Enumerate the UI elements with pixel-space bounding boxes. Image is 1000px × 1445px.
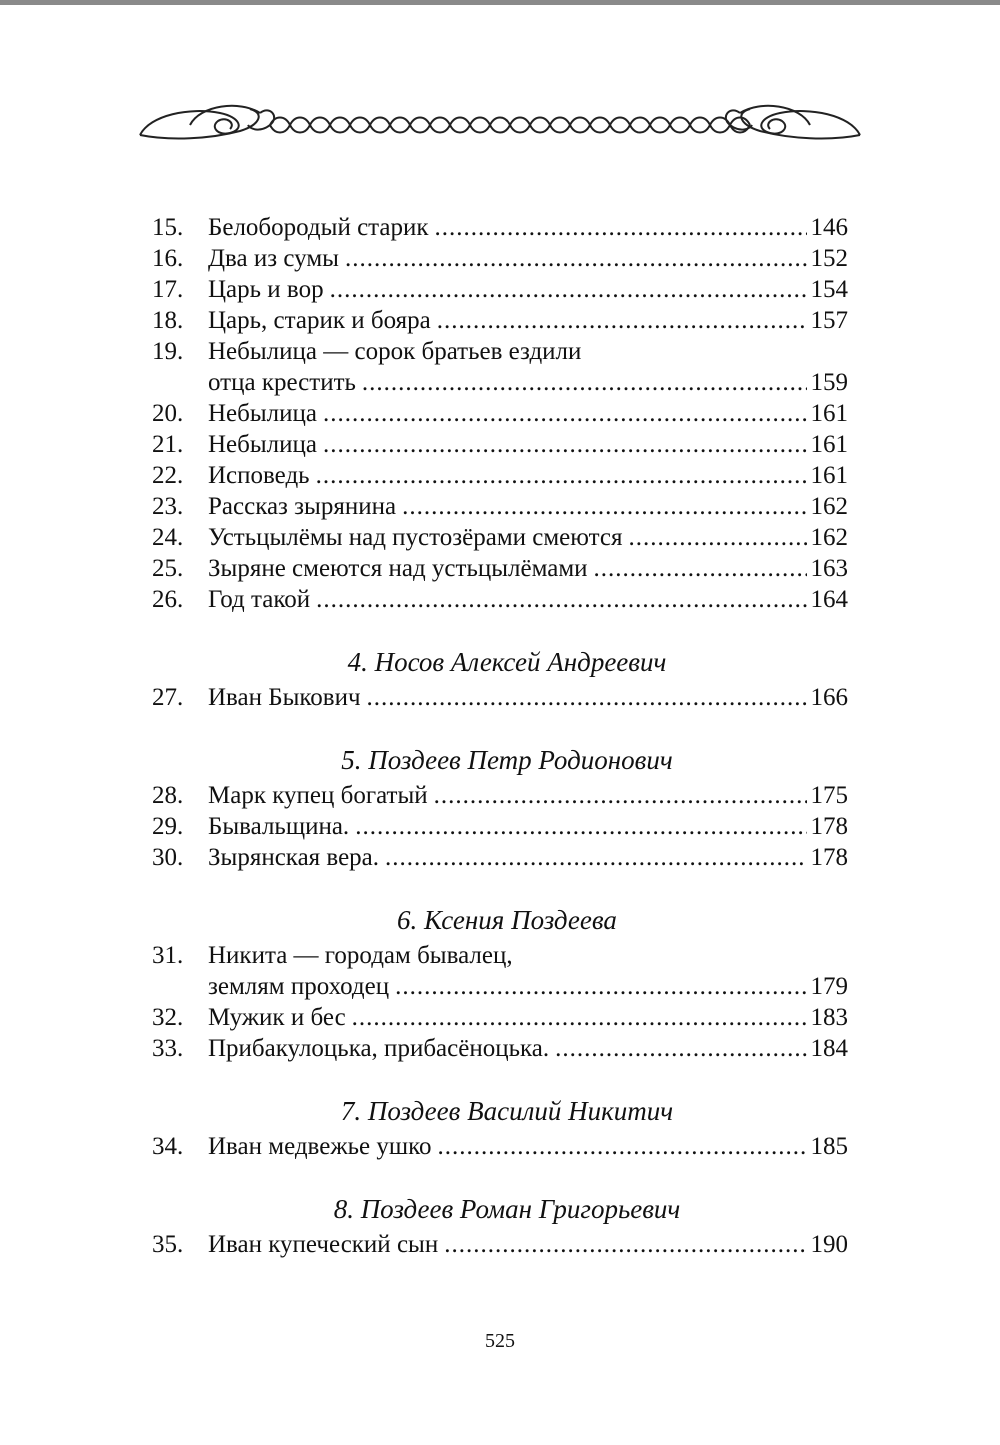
entry-page: 161 [810,462,848,489]
entry-title: Мужик и бес [208,1004,346,1031]
entry-title: Царь и вор [208,276,324,303]
entry-page: 146 [810,214,848,241]
dot-leader [402,491,806,522]
entry-page: 166 [810,684,848,711]
entry-page: 190 [810,1231,848,1258]
entry-title: Небылица — сорок братьев ездили [208,338,582,365]
entry-title-continued: землям проходец [208,973,390,1000]
entry-title: Бывальщина. [208,813,350,840]
entry-number: 17. [152,276,184,303]
entry-page: 163 [810,555,848,582]
entry-number: 29. [152,813,184,840]
dot-leader [435,212,807,243]
entry-title: Зыряне смеются над устьцылёмами [208,555,588,582]
entry-number: 33. [152,1035,184,1062]
dot-leader [330,274,807,305]
top-border [0,0,1000,5]
dot-leader [385,842,806,873]
dot-leader [362,367,807,398]
dot-leader [437,305,807,336]
entry-title: Зырянская вера. [208,844,380,871]
entry-number: 19. [152,338,184,365]
dot-leader [594,553,807,584]
section-heading: 5. Поздеев Петр Родионович [341,745,673,775]
entry-page: 183 [810,1004,848,1031]
toc-entry [152,1131,848,1162]
toc-entry [152,398,848,429]
entry-number: 31. [152,942,184,969]
entry-number: 27. [152,684,184,711]
entry-page: 178 [810,844,848,871]
entry-title: Иван Быкович [208,684,361,711]
entry-number: 22. [152,462,184,489]
entry-number: 20. [152,400,184,427]
entry-number: 15. [152,214,184,241]
toc-entry [152,682,848,713]
toc-entry [152,1033,848,1064]
dot-leader [395,971,806,1002]
entry-title: Рассказ зырянина [208,493,397,520]
toc-entry [152,811,848,842]
section-heading: 6. Ксения Поздеева [397,905,617,935]
entry-number: 34. [152,1133,184,1160]
entry-title: Прибакулоцька, прибасёноцька. [208,1035,550,1062]
dot-leader [316,584,806,615]
toc-entry [152,336,848,367]
toc-entry [152,780,848,811]
entry-page: 179 [810,973,848,1000]
toc-entry [152,522,848,553]
entry-title: Устьцылёмы над пустозёрами смеются [208,524,623,551]
dot-leader [628,522,806,553]
entry-title-continued: отца крестить [208,369,356,396]
toc-entry [152,553,848,584]
toc-entry [152,1229,848,1260]
dot-leader [316,460,807,491]
entry-title: Царь, старик и бояра [208,307,431,334]
entry-number: 25. [152,555,184,582]
entry-page: 159 [810,369,848,396]
entry-page: 154 [810,276,848,303]
dot-leader [323,398,807,429]
toc-entry [152,274,848,305]
entry-number: 18. [152,307,184,334]
toc-entry [152,491,848,522]
entry-title: Год такой [208,586,311,613]
entry-title: Небылица [208,431,317,458]
dot-leader [434,780,807,811]
entry-page: 157 [810,307,848,334]
entry-title: Белобородый старик [208,214,429,241]
entry-page: 162 [810,524,848,551]
toc-entry [152,1002,848,1033]
toc-entry [152,460,848,491]
entry-title: Марк купец богатый [208,782,428,809]
toc-entry [152,429,848,460]
entry-number: 26. [152,586,184,613]
entry-number: 16. [152,245,184,272]
dot-leader [345,243,807,274]
dot-leader [437,1131,806,1162]
toc-entry [152,584,848,615]
entry-number: 24. [152,524,184,551]
entry-number: 32. [152,1004,184,1031]
entry-page: 185 [810,1133,848,1160]
dot-leader [323,429,807,460]
section-heading: 7. Поздеев Василий Никитич [340,1096,674,1126]
section-heading: 4. Носов Алексей Андреевич [347,647,667,677]
entry-page: 152 [810,245,848,272]
toc-entry [152,212,848,243]
entry-page: 161 [810,400,848,427]
dot-leader [367,682,807,713]
entry-page: 161 [810,431,848,458]
dot-leader [352,1002,807,1033]
entry-title: Иван купеческий сын [208,1231,439,1258]
toc-entry-continuation [152,971,848,1002]
toc-entry [152,305,848,336]
dot-leader [444,1229,806,1260]
entry-title: Никита — городам бывалец, [208,942,513,969]
entry-page: 162 [810,493,848,520]
table-of-contents [152,212,848,1260]
entry-number: 23. [152,493,184,520]
toc-entry [152,842,848,873]
celtic-braid-ornament-icon [130,95,870,155]
section-heading: 8. Поздеев Роман Григорьевич [333,1194,681,1224]
entry-page: 184 [810,1035,848,1062]
entry-page: 178 [810,813,848,840]
entry-title: Иван медвежье ушко [208,1133,432,1160]
entry-title: Небылица [208,400,317,427]
entry-title: Исповедь [208,462,310,489]
toc-entry [152,940,848,971]
entry-number: 30. [152,844,184,871]
entry-number: 21. [152,431,184,458]
entry-number: 35. [152,1231,184,1258]
entry-title: Два из сумы [208,245,339,272]
toc-entry [152,243,848,274]
toc-entry-continuation [152,367,848,398]
entry-number: 28. [152,782,184,809]
entry-page: 175 [810,782,848,809]
entry-page: 164 [810,586,848,613]
dot-leader [355,811,806,842]
dot-leader [555,1033,806,1064]
page-number: 525 [485,1330,515,1352]
